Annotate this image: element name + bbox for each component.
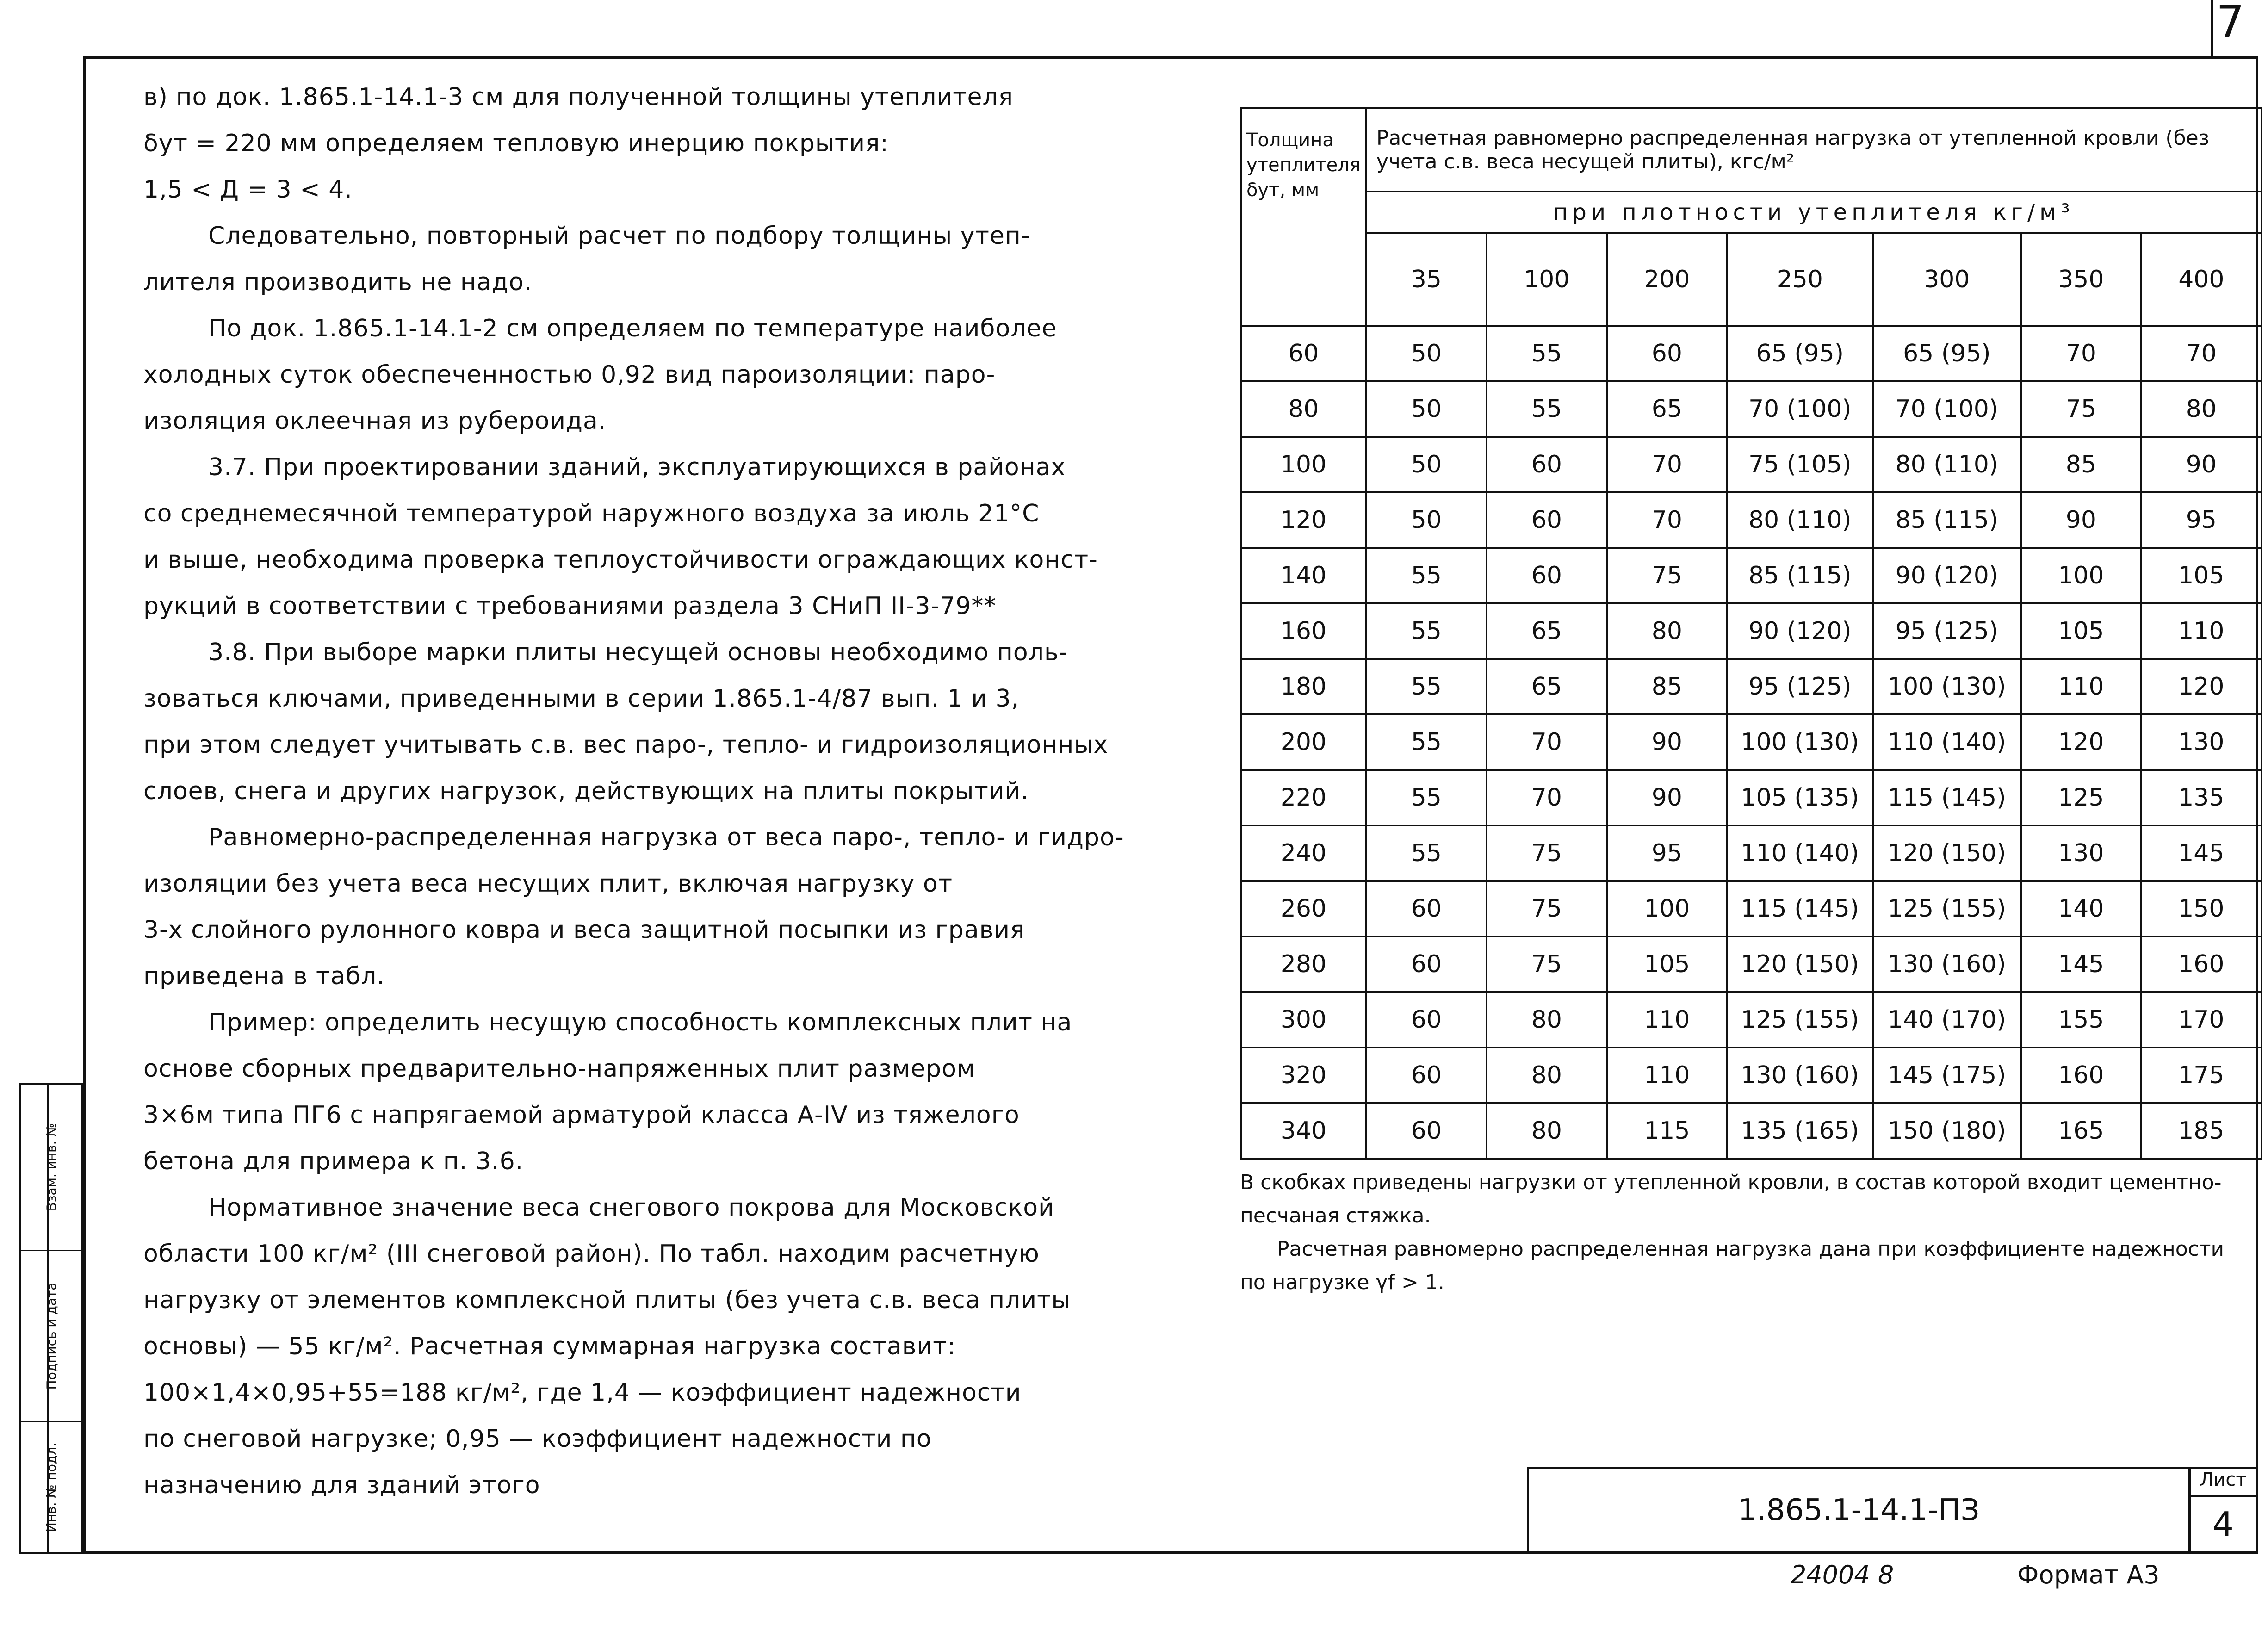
load-cell: 85 (115) [1873,492,2021,548]
text-line: нагрузку от элементов комплексной плиты (без учета с.в. веса плиты [143,1286,1071,1314]
thickness-cell: 160 [1241,603,1366,659]
paper-format: Формат А3 [2017,1560,2160,1589]
corner-divider [2211,0,2213,56]
text-line: рукций в соответствии с требованиями раздела 3 СНиП II-3-79** [143,592,997,620]
load-cell: 55 [1487,381,1607,437]
load-cell: 70 [1487,714,1607,770]
load-table [1240,107,2262,1160]
text-line: Равномерно-распределенная нагрузка от веса паро-, тепло- и гидро- [208,824,1124,851]
load-cell: 85 (115) [1727,548,1873,603]
load-cell: 85 [2021,437,2141,492]
load-cell: 125 (155) [1873,881,2021,937]
load-cell: 70 (100) [1727,381,1873,437]
table-row [1241,1103,2262,1159]
table-notes [1240,1166,2230,1299]
text-line: 1,5 < Д = 3 < 4. [143,176,353,204]
load-cell: 110 [2141,603,2262,659]
text-line: зоваться ключами, приведенными в серии 1.865.1-4/87 вып. 1 и 3, [143,685,1020,713]
load-cell: 95 (125) [1727,659,1873,714]
sidebar-cell-inv [21,1422,81,1552]
thickness-cell: 120 [1241,492,1366,548]
load-cell: 75 [1487,825,1607,881]
sheet-label: Лист [2191,1469,2256,1497]
load-cell: 55 [1366,548,1487,603]
note-coefficient: Расчетная равномерно распределенная нагрузка дана при коэффициенте надежности по нагрузке γf > 1. [1240,1237,2225,1294]
load-cell: 95 [1607,825,1727,881]
load-cell: 95 (125) [1873,603,2021,659]
load-cell: 160 [2141,937,2262,992]
load-cell: 145 [2141,825,2262,881]
load-cell: 60 [1366,937,1487,992]
density-35: 35 [1366,233,1487,326]
load-cell: 185 [2141,1103,2262,1159]
text-line: изоляции без учета веса несущих плит, включая нагрузку от [143,870,953,898]
load-cell: 90 [2141,437,2262,492]
text-line: Пример: определить несущую способность комплексных плит на [208,1009,1072,1036]
load-cell: 125 (155) [1727,992,1873,1048]
load-cell: 130 (160) [1873,937,2021,992]
table-row [1241,437,2262,492]
load-cell: 170 [2141,992,2262,1048]
load-cell: 65 [1487,659,1607,714]
thickness-cell: 60 [1241,326,1366,381]
load-cell: 75 [1487,881,1607,937]
thickness-cell: 220 [1241,770,1366,825]
text-line: Следовательно, повторный расчет по подбору толщины утеп- [208,222,1030,250]
text-line: 3.7. При проектировании зданий, эксплуатирующихся в районах [208,453,1066,481]
load-cell: 130 [2141,714,2262,770]
load-cell: 50 [1366,326,1487,381]
load-cell: 80 [2141,381,2262,437]
load-cell: 140 [2021,881,2141,937]
load-cell: 75 [1487,937,1607,992]
table-row [1241,714,2262,770]
load-cell: 110 [1607,992,1727,1048]
load-cell: 115 (145) [1873,770,2021,825]
load-cell: 75 [1607,548,1727,603]
left-stamp-sidebar [19,1083,83,1554]
text-line: основе сборных предварительно-напряженных плит размером [143,1055,976,1083]
sheet-number: 4 [2212,1505,2234,1544]
thickness-cell: 140 [1241,548,1366,603]
table-row [1241,548,2262,603]
sidebar-cell-vzam [21,1085,81,1251]
load-cell: 145 [2021,937,2141,992]
thickness-cell: 320 [1241,1048,1366,1103]
load-cell: 90 [1607,714,1727,770]
text-line: основы) — 55 кг/м². Расчетная суммарная нагрузка составит: [143,1333,956,1360]
load-cell: 80 [1607,603,1727,659]
table-row [1241,825,2262,881]
table-row [1241,1048,2262,1103]
thickness-cell: 200 [1241,714,1366,770]
sidebar-label-vzam: Взам. инв. № [43,1123,59,1211]
text-line: слоев, снега и других нагрузок, действующих на плиты покрытий. [143,777,1029,805]
load-cell: 110 [2021,659,2141,714]
load-cell: 80 (110) [1873,437,2021,492]
load-cell: 125 [2021,770,2141,825]
text-line: при этом следует учитывать с.в. вес паро-, тепло- и гидроизоляционных [143,731,1109,759]
thickness-cell: 240 [1241,825,1366,881]
load-cell: 135 [2141,770,2262,825]
load-cell: 105 [2141,548,2262,603]
load-cell: 85 [1607,659,1727,714]
load-cell: 150 [2141,881,2262,937]
table-row [1241,381,2262,437]
load-cell: 120 (150) [1727,937,1873,992]
load-cell: 165 [2021,1103,2141,1159]
load-cell: 130 (160) [1727,1048,1873,1103]
load-cell: 90 (120) [1727,603,1873,659]
header-density: при плотности утеплителя кг/м³ [1366,192,2262,233]
sidebar-label-podpis: Подпись и дата [43,1282,59,1390]
text-line: бетона для примера к п. 3.6. [143,1147,524,1175]
table-row [1241,881,2262,937]
explanatory-text [143,74,1166,1508]
title-stamp [1527,1467,2258,1554]
density-100: 100 [1487,233,1607,326]
load-cell: 55 [1487,326,1607,381]
load-cell: 70 [2141,326,2262,381]
load-cell: 55 [1366,825,1487,881]
load-cell: 95 [2141,492,2262,548]
density-400: 400 [2141,233,2262,326]
load-cell: 70 [1607,437,1727,492]
load-cell: 65 [1607,381,1727,437]
text-line: по снеговой нагрузке; 0,95 — коэффициент надежности по [143,1425,932,1453]
load-cell: 80 [1487,1048,1607,1103]
load-cell: 80 [1487,1103,1607,1159]
table-row [1241,326,2262,381]
density-250: 250 [1727,233,1873,326]
header-load: Расчетная равномерно распределенная нагрузка от утепленной кровли (без учета с.в. веса несущей плиты), кгс/м² [1366,108,2262,192]
load-cell: 80 [1487,992,1607,1048]
load-cell: 160 [2021,1048,2141,1103]
load-cell: 145 (175) [1873,1048,2021,1103]
load-cell: 90 [2021,492,2141,548]
load-cell: 130 [2021,825,2141,881]
text-line: приведена в табл. [143,962,385,990]
thickness-cell: 80 [1241,381,1366,437]
load-cell: 105 [1607,937,1727,992]
load-cell: 65 [1487,603,1607,659]
document-code: 1.865.1-14.1-ПЗ [1529,1469,2191,1551]
load-cell: 50 [1366,381,1487,437]
sidebar-cell-podpis [21,1251,81,1422]
load-cell: 110 (140) [1873,714,2021,770]
load-cell: 75 [2021,381,2141,437]
inventory-number: 24004 8 [1791,1560,1894,1589]
sidebar-label-inv: Инв. № подл. [43,1442,59,1532]
sheet-corner-number: 7 [2216,0,2245,48]
text-line: изоляция оклеечная из рубероида. [143,407,607,435]
thickness-cell: 340 [1241,1103,1366,1159]
load-cell: 60 [1607,326,1727,381]
table-row [1241,659,2262,714]
load-cell: 60 [1487,437,1607,492]
load-cell: 120 [2021,714,2141,770]
load-cell: 105 (135) [1727,770,1873,825]
text-line: Нормативное значение веса снегового покрова для Московской [208,1194,1054,1222]
text-line: 100×1,4×0,95+55=188 кг/м², где 1,4 — коэффициент надежности [143,1379,1022,1407]
load-cell: 70 [1607,492,1727,548]
text-line: в) по док. 1.865.1-14.1-3 см для полученной толщины утеплителя [143,83,1014,111]
table-row [1241,770,2262,825]
header-thickness: Толщина утеплителя δут, мм [1241,108,1366,326]
load-cell: 75 (105) [1727,437,1873,492]
text-line: области 100 кг/м² (III снеговой район). По табл. находим расчетную [143,1240,1040,1268]
text-line: и выше, необходима проверка теплоустойчивости ограждающих конст- [143,546,1098,574]
load-cell: 65 (95) [1727,326,1873,381]
text-line: назначению для зданий этого [143,1471,540,1499]
load-cell: 110 (140) [1727,825,1873,881]
load-cell: 140 (170) [1873,992,2021,1048]
load-cell: 90 [1607,770,1727,825]
text-line: δут = 220 мм определяем тепловую инерцию покрытия: [143,130,889,157]
load-cell: 120 (150) [1873,825,2021,881]
load-cell: 70 [1487,770,1607,825]
note-brackets: В скобках приведены нагрузки от утепленной кровли, в состав которой входит цементно-песчаная стяжка. [1240,1171,2222,1228]
density-200: 200 [1607,233,1727,326]
load-cell: 50 [1366,437,1487,492]
load-cell: 65 (95) [1873,326,2021,381]
table-row [1241,603,2262,659]
table-row [1241,992,2262,1048]
load-cell: 100 [2021,548,2141,603]
load-cell: 70 (100) [1873,381,2021,437]
load-cell: 55 [1366,659,1487,714]
text-line: со среднемесячной температурой наружного воздуха за июль 21°С [143,500,1040,527]
load-cell: 100 (130) [1727,714,1873,770]
text-line: лителя производить не надо. [143,268,532,296]
load-cell: 50 [1366,492,1487,548]
text-line: 3.8. При выборе марки плиты несущей основы необходимо поль- [208,639,1068,666]
load-cell: 60 [1366,881,1487,937]
table-row [1241,492,2262,548]
load-cell: 55 [1366,603,1487,659]
load-cell: 70 [2021,326,2141,381]
load-cell: 155 [2021,992,2141,1048]
load-cell: 115 [1607,1103,1727,1159]
load-cell: 100 (130) [1873,659,2021,714]
load-cell: 100 [1607,881,1727,937]
load-cell: 60 [1366,1048,1487,1103]
load-cell: 105 [2021,603,2141,659]
load-cell: 90 (120) [1873,548,2021,603]
load-cell: 120 [2141,659,2262,714]
load-cell: 175 [2141,1048,2262,1103]
text-line: По док. 1.865.1-14.1-2 см определяем по температуре наиболее [208,315,1057,342]
thickness-cell: 300 [1241,992,1366,1048]
text-line: 3-х слойного рулонного ковра и веса защитной посыпки из гравия [143,916,1025,944]
thickness-cell: 280 [1241,937,1366,992]
text-line: 3×6м типа ПГ6 с напрягаемой арматурой класса А-IV из тяжелого [143,1101,1020,1129]
load-cell: 60 [1487,548,1607,603]
load-cell: 115 (145) [1727,881,1873,937]
load-cell: 150 (180) [1873,1103,2021,1159]
thickness-cell: 180 [1241,659,1366,714]
text-line: холодных суток обеспеченностью 0,92 вид пароизоляции: паро- [143,361,996,389]
load-cell: 60 [1487,492,1607,548]
load-cell: 60 [1366,992,1487,1048]
table-row [1241,937,2262,992]
load-cell: 55 [1366,770,1487,825]
thickness-cell: 260 [1241,881,1366,937]
density-300: 300 [1873,233,2021,326]
thickness-cell: 100 [1241,437,1366,492]
load-cell: 55 [1366,714,1487,770]
load-cell: 80 (110) [1727,492,1873,548]
load-cell: 135 (165) [1727,1103,1873,1159]
load-cell: 110 [1607,1048,1727,1103]
load-cell: 60 [1366,1103,1487,1159]
density-350: 350 [2021,233,2141,326]
